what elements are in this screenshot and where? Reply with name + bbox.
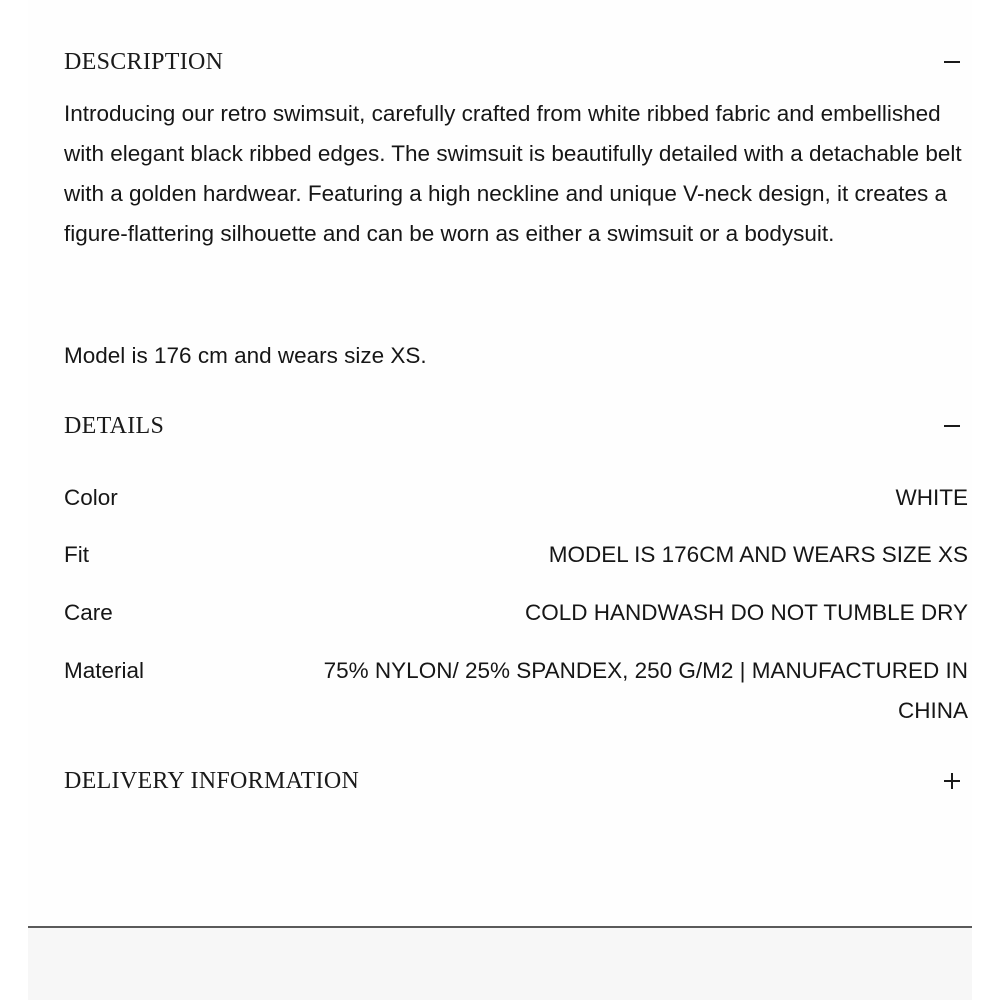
collapse-icon[interactable] <box>940 49 966 75</box>
detail-value: 75% NYLON/ 25% SPANDEX, 250 G/M2 | MANUFACTURED IN CHINA <box>323 658 968 723</box>
expand-icon[interactable] <box>940 768 966 794</box>
detail-row-material <box>64 651 968 731</box>
detail-label: Material <box>64 658 145 683</box>
bottom-strip <box>28 928 972 1000</box>
detail-value: COLD HANDWASH DO NOT TUMBLE DRY <box>525 600 968 625</box>
model-note: Model is 176 cm and wears size XS. <box>64 343 427 368</box>
delivery-title: DELIVERY INFORMATION <box>64 767 360 794</box>
description-body: Introducing our retro swimsuit, carefully crafted from white ribbed fabric and embellished with elegant black ribbed edges. The swimsuit is beautifully detailed with a detachable belt with a golden hardwear. Featuring a high neckline and unique V-neck design, it creates a figure-flattering silhouette and can be worn as either a swimsuit or a bodysuit. <box>64 101 962 246</box>
detail-label: Fit <box>64 542 89 567</box>
detail-label: Care <box>64 600 113 625</box>
description-header[interactable] <box>64 42 972 82</box>
delivery-header[interactable] <box>64 761 972 801</box>
detail-row-color <box>64 478 968 518</box>
detail-row-fit <box>64 535 968 575</box>
detail-value: MODEL IS 176CM AND WEARS SIZE XS <box>548 542 968 567</box>
description-title: DESCRIPTION <box>64 48 224 75</box>
detail-row-care <box>64 593 968 633</box>
detail-value: WHITE <box>895 485 968 510</box>
details-header[interactable] <box>64 406 972 446</box>
detail-label: Color <box>64 485 118 510</box>
collapse-icon[interactable] <box>940 413 966 439</box>
details-title: DETAILS <box>64 412 165 439</box>
